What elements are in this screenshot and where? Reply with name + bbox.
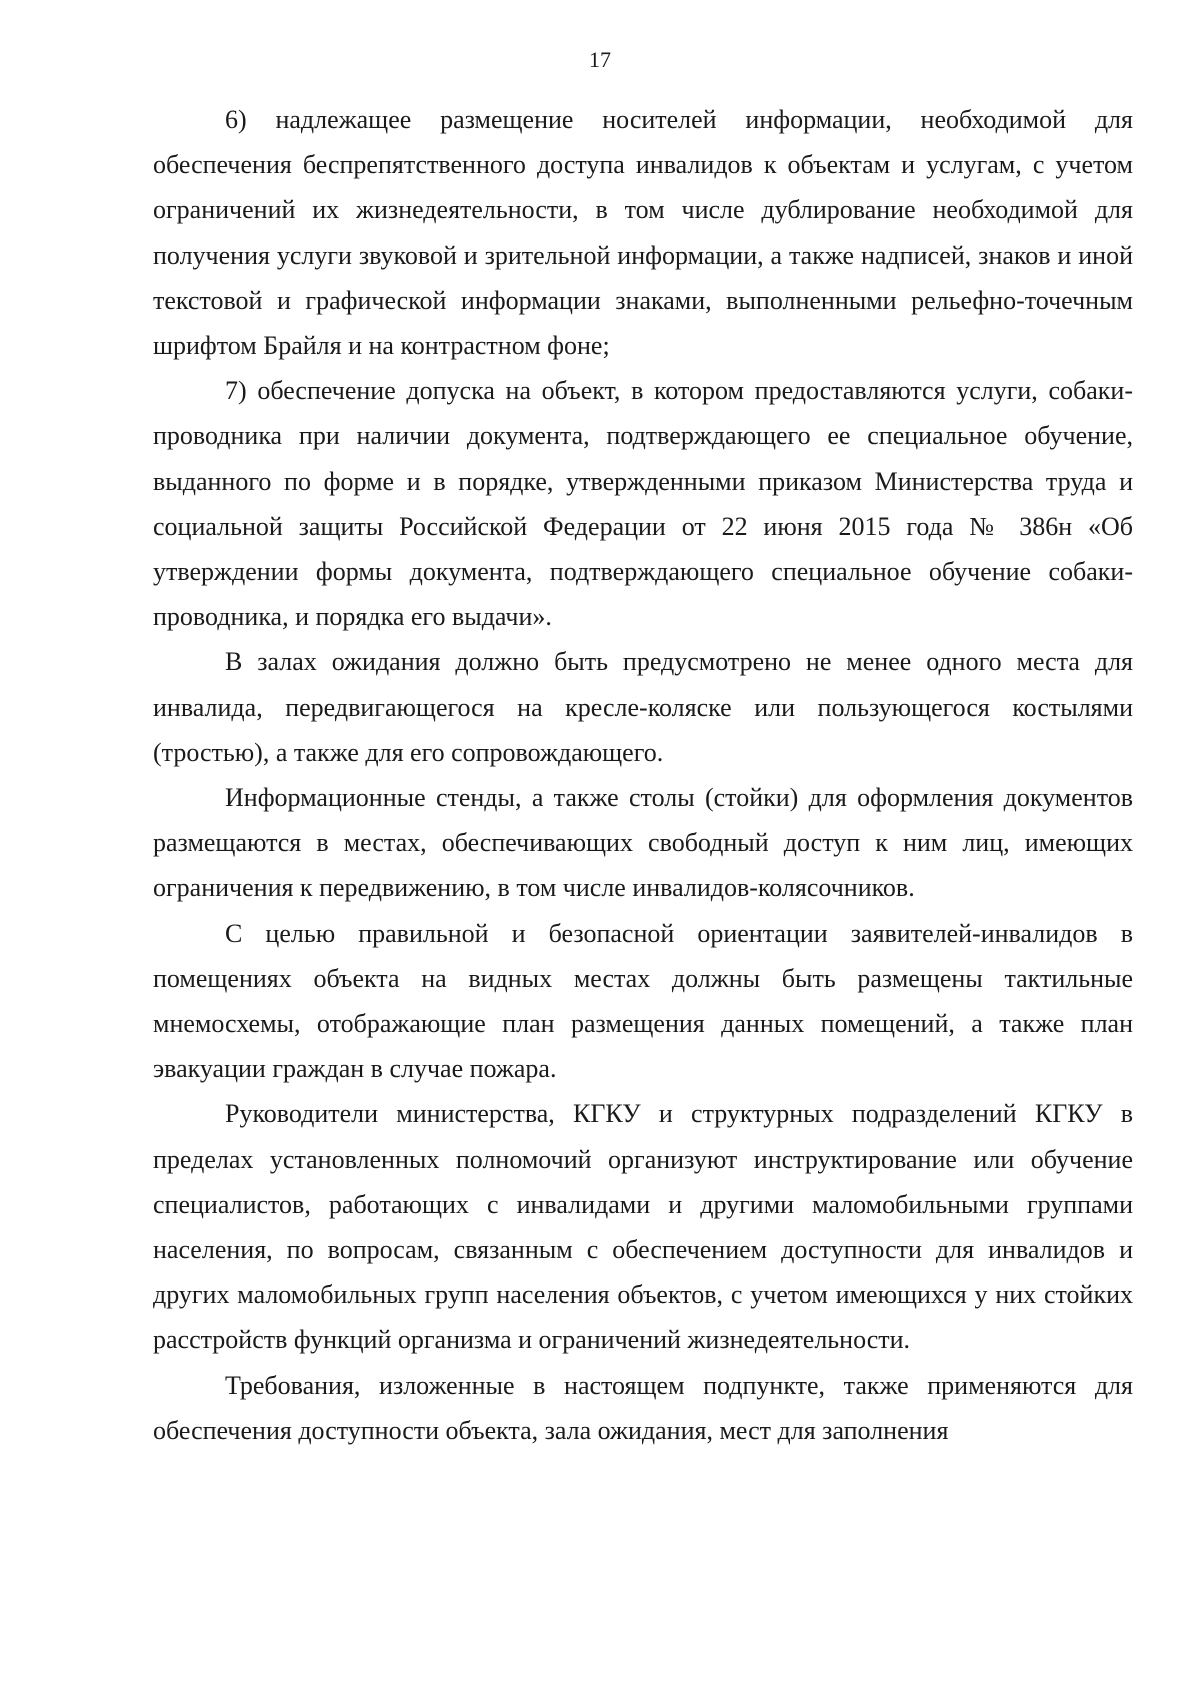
- paragraph-waiting-halls: В залах ожидания должно быть предусмотрено не менее одного места для инвалида, передвигающегося на кресле-коляске или пользующегося костылями (тростью), а также для его сопровождающего.: [153, 647, 1133, 767]
- paragraph-requirements: Требования, изложенные в настоящем подпункте, также применяются для обеспечения доступности объекта, зала ожидания, мест для заполнения: [153, 1370, 1133, 1445]
- page-number: 17: [589, 47, 611, 72]
- paragraph-orientation: С целью правильной и безопасной ориентации заявителей-инвалидов в помещениях объекта на видных местах должны быть размещены тактильные мнемосхемы, отображающие план размещения данных помещений, а также план эвакуации граждан в случае пожара.: [153, 918, 1133, 1084]
- paragraph-item-7: 7) обеспечение допуска на объект, в котором предоставляются услуги, собаки-проводника при наличии документа, подтверждающего ее специальное обучение, выданного по форме и в порядке, утвержденными приказом Министерства труда и социальной защиты Российской Федерации от 22 июня 2015 года № 386н «Об утверждении формы документа, подтверждающего специальное обучение собаки-проводника, и порядка его выдачи».: [153, 376, 1133, 632]
- paragraph-item-6: 6) надлежащее размещение носителей информации, необходимой для обеспечения беспрепятственного доступа инвалидов к объектам и услугам, с учетом ограничений их жизнедеятельности, в том числе дублирование необходимой для получения услуги звуковой и зрительной информации, а также надписей, знаков и иной текстовой и графической информации знаками, выполненными рельефно-точечным шрифтом Брайля и на контрастном фоне;: [153, 105, 1133, 361]
- document-body: [153, 97, 1133, 1453]
- paragraph-info-stands: Информационные стенды, а также столы (стойки) для оформления документов размещаются в местах, обеспечивающих свободный доступ к ним лиц, имеющих ограничения к передвижению, в том числе инвалидов-колясочников.: [153, 783, 1133, 903]
- paragraph-staff-training: Руководители министерства, КГКУ и структурных подразделений КГКУ в пределах установленных полномочий организуют инструктирование или обучение специалистов, работающих с инвалидами и другими маломобильными группами населения, по вопросам, связанным с обеспечением доступности для инвалидов и других маломобильных групп населения объектов, с учетом имеющихся у них стойких расстройств функций организма и ограничений жизнедеятельности.: [153, 1099, 1133, 1355]
